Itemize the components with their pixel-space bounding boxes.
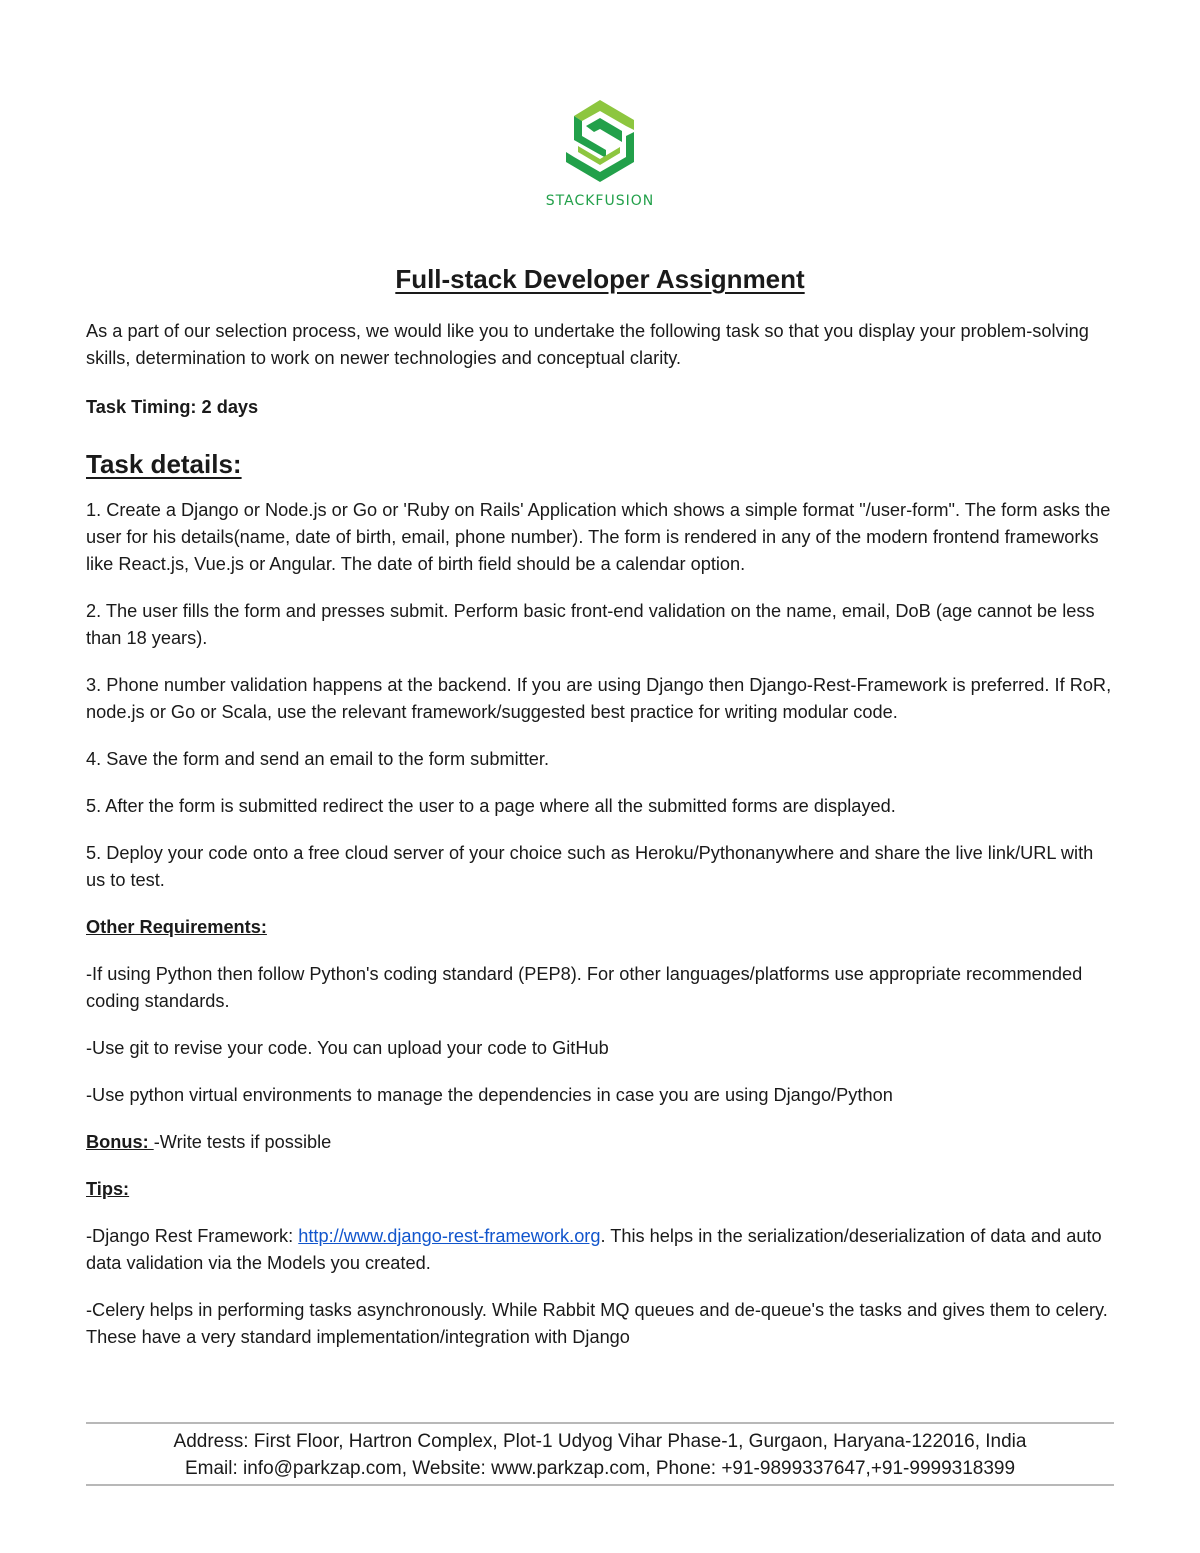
tip-drf [86, 1223, 1116, 1277]
footer-address: Address: First Floor, Hartron Complex, Plot-1 Udyog Vihar Phase-1, Gurgaon, Haryana-122016, India [173, 1431, 1027, 1452]
bonus-label: Bonus: [86, 1132, 154, 1152]
company-logo [520, 96, 680, 216]
logo-wordmark: STACKFUSION [545, 193, 655, 209]
task-item-6: 5. Deploy your code onto a free cloud server of your choice such as Heroku/Pythonanywhere and share the live link/URL with us to test. [86, 843, 1094, 890]
task-item-5: 5. After the form is submitted redirect the user to a page where all the submitted forms are displayed. [86, 796, 896, 816]
tip-drf-suffix: . This helps in the serialization/deserialization of data and auto data validation via the Models you created. [86, 1226, 1102, 1273]
document-body [86, 318, 1116, 1371]
tip-celery: -Celery helps in performing tasks asynchronously. While Rabbit MQ queues and de-queue's the tasks and gives them to celery. These have a very standard implementation/integration with Django [86, 1300, 1108, 1347]
other-requirements-heading: Other Requirements: [86, 917, 267, 937]
requirement-item-3: -Use python virtual environments to manage the dependencies in case you are using Django/Python [86, 1085, 893, 1105]
task-details-heading: Task details: [86, 449, 242, 479]
requirement-item-1: -If using Python then follow Python's coding standard (PEP8). For other languages/platforms use appropriate recommended coding standards. [86, 964, 1083, 1011]
task-timing: Task Timing: 2 days [86, 397, 259, 417]
footer-contact-line: Email: info@parkzap.com, Website: www.parkzap.com, Phone: +91-9899337647,+91-9999318399 [184, 1458, 1016, 1479]
intro-paragraph: As a part of our selection process, we would like you to undertake the following task so that you display your problem-solving skills, determination to work on newer technologies and conceptual clarity. [86, 321, 1089, 368]
task-item-4: 4. Save the form and send an email to the form submitter. [86, 749, 550, 769]
bonus-line [86, 1129, 1116, 1156]
page-title: Full-stack Developer Assignment [395, 264, 805, 294]
requirement-item-2: -Use git to revise your code. You can upload your code to GitHub [86, 1038, 609, 1058]
footer-contact [86, 1422, 1114, 1486]
tip-drf-prefix: -Django Rest Framework: [86, 1226, 299, 1246]
tips-heading: Tips: [86, 1179, 130, 1199]
task-item-2: 2. The user fills the form and presses submit. Perform basic front-end validation on the name, email, DoB (age cannot be less than 18 years). [86, 601, 1095, 648]
task-item-3: 3. Phone number validation happens at the backend. If you are using Django then Django-Rest-Framework is preferred. If RoR, node.js or Go or Scala, use the relevant framework/suggested best practice for writing modular code. [86, 675, 1112, 722]
stackfusion-hexagon-logo-icon [560, 96, 640, 186]
task-item-1: 1. Create a Django or Node.js or Go or 'Ruby on Rails' Application which shows a simple format "/user-form". The form asks the user for his details(name, date of birth, email, phone number). The form is rendered in any of the modern frontend frameworks like React.js, Vue.js or Angular. The date of birth field should be a calendar option. [86, 500, 1111, 574]
drf-link[interactable]: http://www.django-rest-framework.org [298, 1226, 601, 1246]
bonus-text: -Write tests if possible [153, 1132, 332, 1152]
